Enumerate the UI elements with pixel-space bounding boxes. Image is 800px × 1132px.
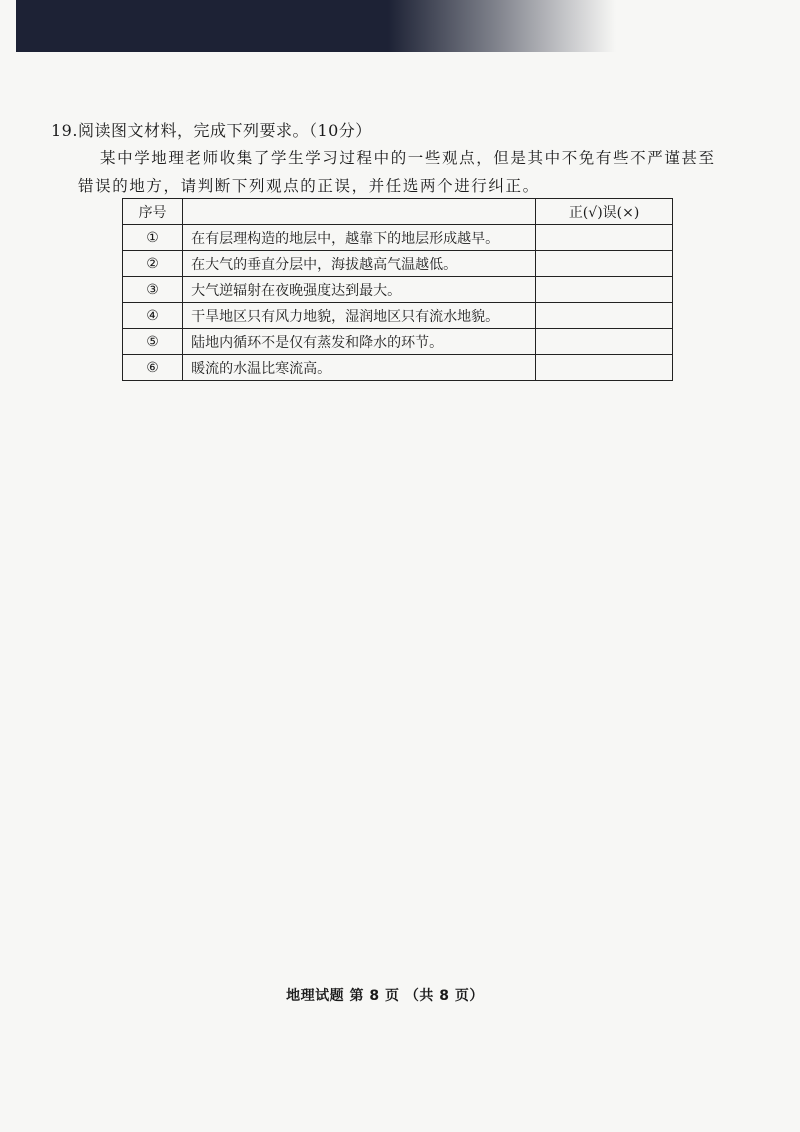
header-view (183, 199, 536, 225)
row-number: ③ (123, 277, 183, 303)
page-footer: 地理试题 第 8 页 （共 8 页） (286, 988, 484, 1004)
header-judgement: 正(√)误(×) (536, 199, 673, 225)
row-number: ⑥ (123, 355, 183, 381)
row-number: ④ (123, 303, 183, 329)
row-judgement-field[interactable] (536, 251, 673, 277)
row-judgement-field[interactable] (536, 355, 673, 381)
row-number: ① (123, 225, 183, 251)
table-row (123, 329, 673, 355)
table-row (123, 225, 673, 251)
row-judgement-field[interactable] (536, 277, 673, 303)
table-row (123, 303, 673, 329)
row-view: 干旱地区只有风力地貌，湿润地区只有流水地貌。 (183, 303, 536, 329)
scan-shadow-band (16, 0, 616, 52)
row-view: 陆地内循环不是仅有蒸发和降水的环节。 (183, 329, 536, 355)
row-number: ② (123, 251, 183, 277)
row-judgement-field[interactable] (536, 303, 673, 329)
header-number: 序号 (123, 199, 183, 225)
table-row (123, 355, 673, 381)
views-table (122, 198, 673, 381)
table-row (123, 277, 673, 303)
table-row (123, 251, 673, 277)
question-intro: 某中学地理老师收集了学生学习过程中的一些观点，但是其中不免有些不严谨甚至错误的地方，请判断下列观点的正误，并任选两个进行纠正。 (78, 149, 716, 195)
row-view: 在大气的垂直分层中，海拔越高气温越低。 (183, 251, 536, 277)
row-number: ⑤ (123, 329, 183, 355)
row-judgement-field[interactable] (536, 225, 673, 251)
row-view: 大气逆辐射在夜晚强度达到最大。 (183, 277, 536, 303)
row-view: 在有层理构造的地层中，越靠下的地层形成越早。 (183, 225, 536, 251)
table-header-row (123, 199, 673, 225)
question-title: 19.阅读图文材料，完成下列要求。（10分） (51, 121, 372, 140)
row-judgement-field[interactable] (536, 329, 673, 355)
row-view: 暖流的水温比寒流高。 (183, 355, 536, 381)
